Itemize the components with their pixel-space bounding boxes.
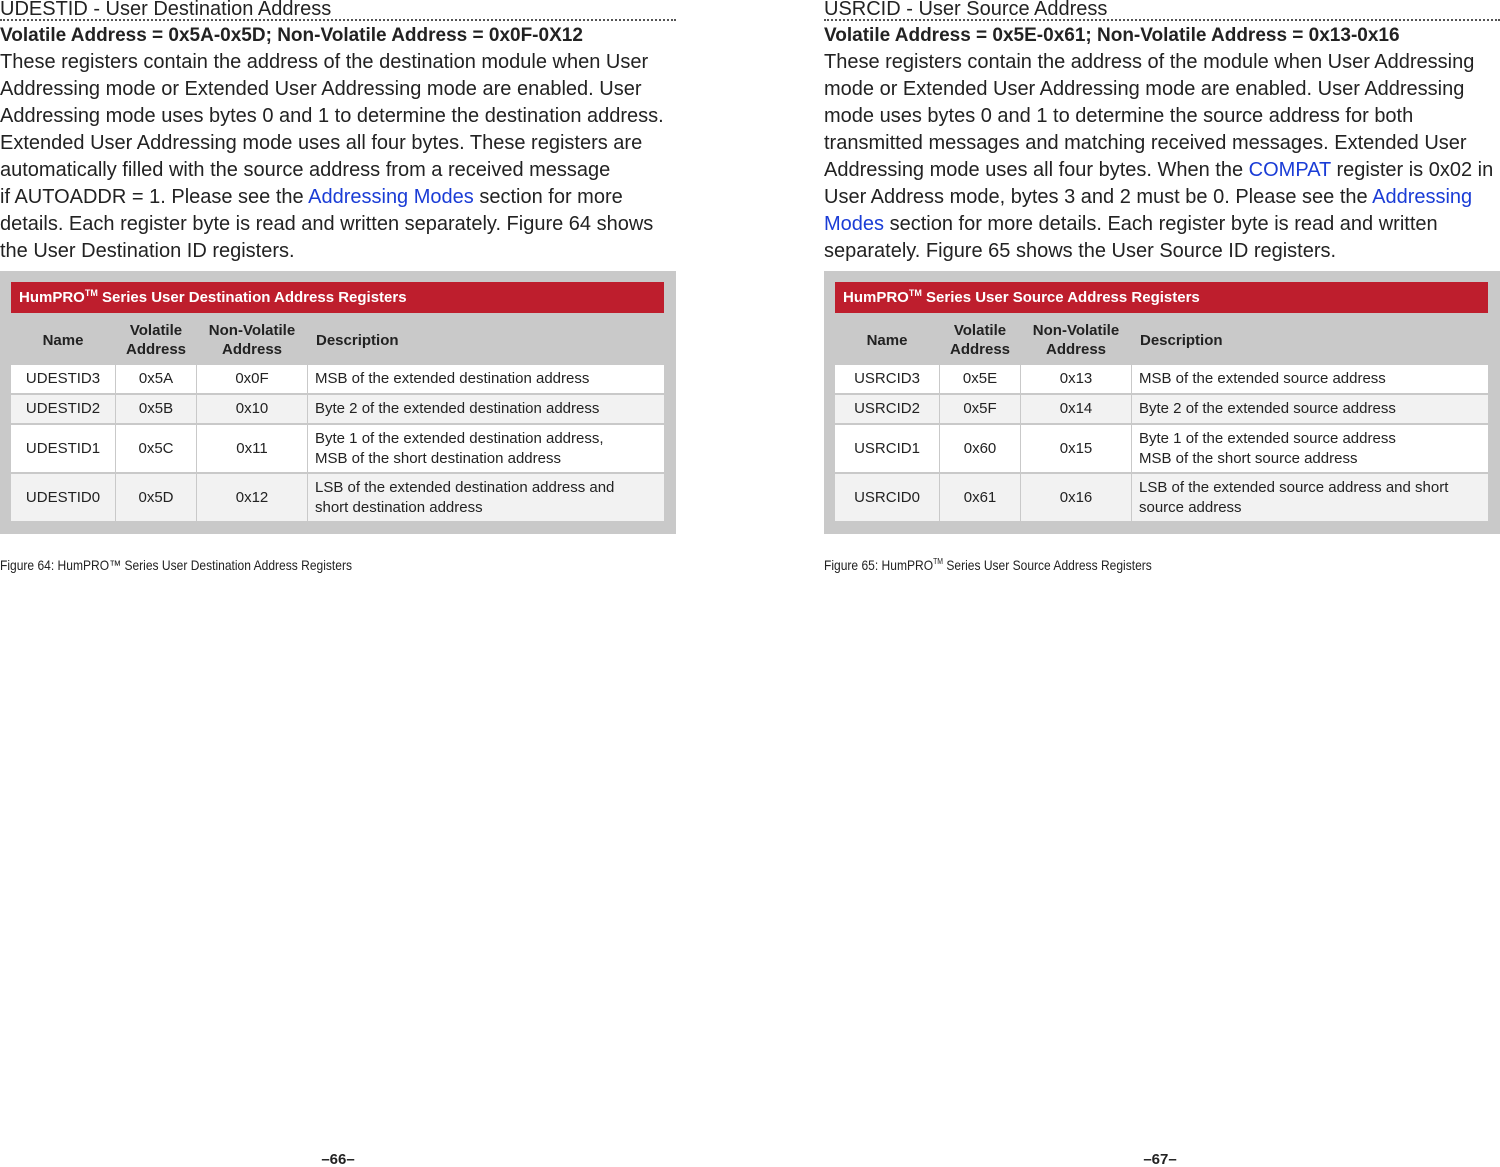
caption-text: Series User Source Address Registers xyxy=(943,557,1152,573)
trademark-mark: TM xyxy=(908,288,922,298)
register-table xyxy=(0,271,676,534)
caption-text: Figure 65: HumPRO xyxy=(824,557,934,573)
cell-description xyxy=(308,474,664,521)
description-line: Byte 1 of the extended destination address, xyxy=(315,429,604,447)
addressing-modes-link[interactable]: Modes xyxy=(824,213,885,235)
description-line: MSB of the short source address xyxy=(1139,449,1358,467)
header-description: Description xyxy=(316,331,399,349)
cell-volatile: 0x5B xyxy=(116,395,196,423)
table-header xyxy=(11,317,664,363)
body-text-fragment: register is 0x02 in xyxy=(1330,159,1494,181)
addressing-modes-link[interactable]: Addressing xyxy=(1372,186,1473,208)
description-paragraph xyxy=(0,49,676,265)
cell-nonvolatile: 0x13 xyxy=(1021,365,1131,393)
description-line: source address xyxy=(1139,498,1242,516)
table-title-text: Series User Source Address Registers xyxy=(921,289,1200,306)
body-line: separately. Figure 65 shows the User Source ID registers. xyxy=(824,240,1337,262)
header-nonvolatile-address: Non-Volatile Address xyxy=(1032,322,1120,358)
cell-name: USRCID0 xyxy=(835,474,939,521)
figure-caption xyxy=(824,557,1152,573)
body-line: Extended User Addressing mode uses all four bytes. These registers are xyxy=(0,132,643,154)
cell-nonvolatile: 0x15 xyxy=(1021,425,1131,472)
body-line xyxy=(824,184,1500,211)
cell-nonvolatile: 0x0F xyxy=(197,365,307,393)
body-line: Addressing mode or Extended User Addressing mode are enabled. User xyxy=(0,78,642,100)
description-line: MSB of the short destination address xyxy=(315,449,561,467)
cell-volatile: 0x5D xyxy=(116,474,196,521)
figure-caption: Figure 64: HumPRO™ Series User Destination Address Registers xyxy=(0,557,352,573)
body-line: mode uses bytes 0 and 1 to determine the source address for both xyxy=(824,105,1414,127)
cell-name: UDESTID3 xyxy=(11,365,115,393)
body-line: Addressing mode uses bytes 0 and 1 to determine the destination address. xyxy=(0,105,664,127)
register-address-line: Volatile Address = 0x5A-0x5D; Non-Volatile Address = 0x0F-0X12 xyxy=(0,25,583,46)
body-line: transmitted messages and matching received messages. Extended User xyxy=(824,132,1467,154)
trademark-mark: TM xyxy=(84,288,98,298)
table-row xyxy=(11,365,664,393)
body-line xyxy=(824,211,1500,238)
table-header xyxy=(835,317,1488,363)
table-title-text: Series User Destination Address Registers xyxy=(97,289,407,306)
cell-description: MSB of the extended source address xyxy=(1132,365,1488,393)
table-title-text: HumPRO xyxy=(19,289,85,306)
cell-description xyxy=(1132,474,1488,521)
section-title: USRCID - User Source Address xyxy=(824,0,1500,21)
body-line: the User Destination ID registers. xyxy=(0,240,295,262)
cell-description xyxy=(308,425,664,472)
table-title xyxy=(835,282,1488,313)
cell-description xyxy=(1132,425,1488,472)
cell-description: MSB of the extended destination address xyxy=(308,365,664,393)
table-row xyxy=(11,474,664,521)
cell-name: USRCID1 xyxy=(835,425,939,472)
cell-nonvolatile: 0x14 xyxy=(1021,395,1131,423)
description-paragraph xyxy=(824,49,1500,265)
body-line xyxy=(824,157,1500,184)
header-description: Description xyxy=(1140,331,1223,349)
body-text-fragment: Addressing mode uses all four bytes. When the xyxy=(824,159,1249,181)
cell-volatile: 0x5A xyxy=(116,365,196,393)
body-line: details. Each register byte is read and written separately. Figure 64 shows xyxy=(0,213,654,235)
table-title-text: HumPRO xyxy=(843,289,909,306)
body-line xyxy=(0,184,676,211)
page-67 xyxy=(824,0,1500,1167)
cell-nonvolatile: 0x16 xyxy=(1021,474,1131,521)
body-line: automatically filled with the source address from a received message xyxy=(0,159,611,181)
compat-link[interactable]: COMPAT xyxy=(1248,159,1331,181)
table-row xyxy=(835,425,1488,472)
body-text-fragment: if AUTOADDR = 1. Please see the xyxy=(0,186,309,208)
body-line: These registers contain the address of the module when User Addressing xyxy=(824,51,1475,73)
table-title xyxy=(11,282,664,313)
body-line: mode or Extended User Addressing mode are enabled. User Addressing xyxy=(824,78,1465,100)
table-row xyxy=(835,395,1488,423)
page-number: –66– xyxy=(321,1151,355,1167)
body-text-fragment: section for more details. Each register byte is read and written xyxy=(884,213,1438,235)
cell-volatile: 0x5E xyxy=(940,365,1020,393)
cell-nonvolatile: 0x10 xyxy=(197,395,307,423)
header-volatile-address: Volatile Address xyxy=(949,322,1011,358)
cell-volatile: 0x5C xyxy=(116,425,196,472)
description-line: short destination address xyxy=(315,498,483,516)
table-row xyxy=(835,474,1488,521)
cell-name: USRCID2 xyxy=(835,395,939,423)
header-name: Name xyxy=(42,331,84,349)
cell-volatile: 0x5F xyxy=(940,395,1020,423)
body-text-fragment: User Address mode, bytes 3 and 2 must be 0. Please see the xyxy=(824,186,1373,208)
body-line: These registers contain the address of the destination module when User xyxy=(0,51,649,73)
table-row xyxy=(835,365,1488,393)
cell-description: Byte 2 of the extended source address xyxy=(1132,395,1488,423)
body-text-fragment: section for more xyxy=(473,186,623,208)
header-volatile-address: Volatile Address xyxy=(125,322,187,358)
page-66 xyxy=(0,0,676,1167)
cell-name: UDESTID1 xyxy=(11,425,115,472)
header-name: Name xyxy=(866,331,908,349)
cell-name: UDESTID2 xyxy=(11,395,115,423)
description-line: LSB of the extended destination address and xyxy=(315,478,615,496)
description-line: Byte 1 of the extended source address xyxy=(1139,429,1396,447)
description-line: LSB of the extended source address and short xyxy=(1139,478,1449,496)
page-number: –67– xyxy=(1143,1151,1177,1167)
table-row xyxy=(11,395,664,423)
register-address-line: Volatile Address = 0x5E-0x61; Non-Volatile Address = 0x13-0x16 xyxy=(824,25,1400,46)
cell-description: Byte 2 of the extended destination address xyxy=(308,395,664,423)
table-row xyxy=(11,425,664,472)
cell-volatile: 0x60 xyxy=(940,425,1020,472)
cell-name: USRCID3 xyxy=(835,365,939,393)
trademark-mark: TM xyxy=(933,557,944,566)
addressing-modes-link[interactable]: Addressing Modes xyxy=(308,186,474,208)
cell-nonvolatile: 0x12 xyxy=(197,474,307,521)
register-table xyxy=(824,271,1500,534)
cell-nonvolatile: 0x11 xyxy=(197,425,307,472)
cell-volatile: 0x61 xyxy=(940,474,1020,521)
section-title: UDESTID - User Destination Address xyxy=(0,0,676,21)
header-nonvolatile-address: Non-Volatile Address xyxy=(208,322,296,358)
cell-name: UDESTID0 xyxy=(11,474,115,521)
